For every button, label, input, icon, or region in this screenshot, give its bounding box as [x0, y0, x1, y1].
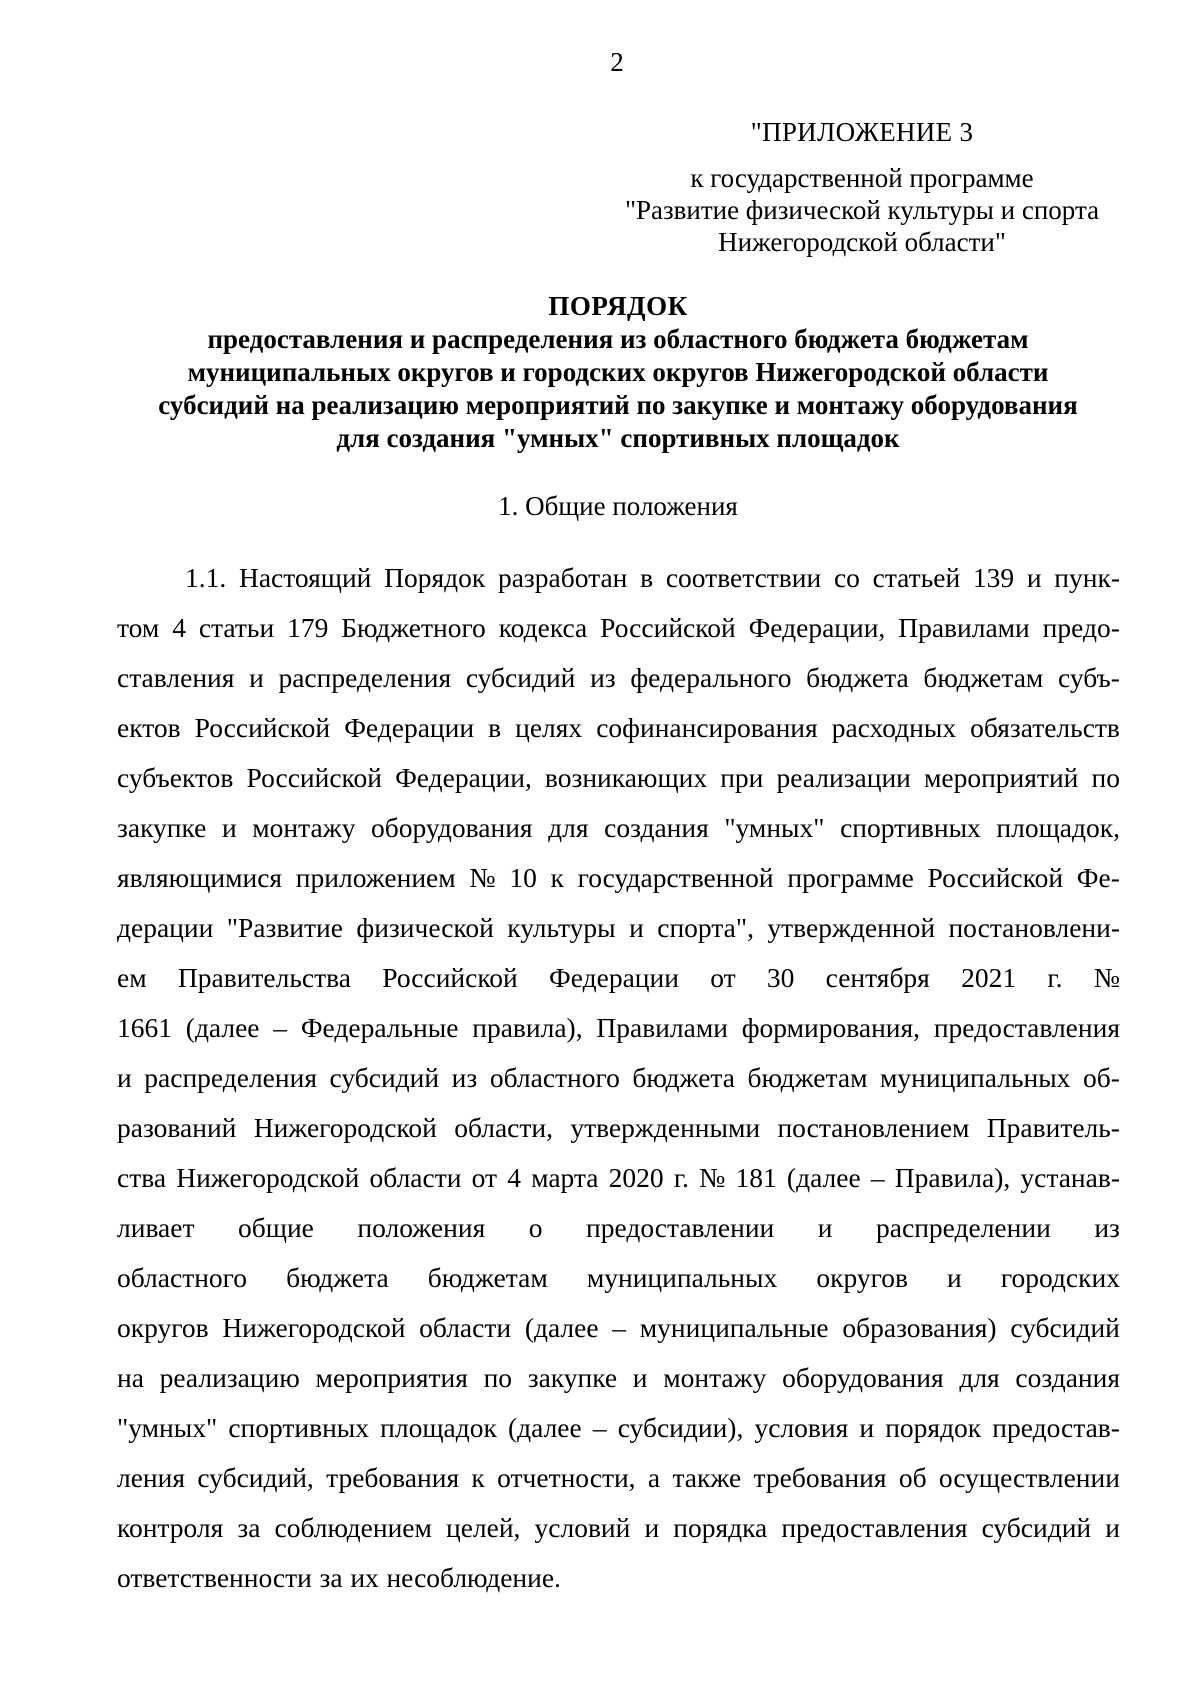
word: Бюджетного — [341, 612, 486, 643]
word: монтажу — [252, 812, 356, 843]
word: (далее — [185, 1012, 260, 1043]
appendix-line: Нижегородской области" — [718, 227, 1006, 257]
word: культуры — [507, 912, 616, 943]
word: об — [898, 1462, 927, 1493]
word: для — [959, 1362, 1000, 1393]
word: Правила), — [894, 1162, 1011, 1193]
heading-line: субсидий на реализацию мероприятий по закупке и монтажу оборудования — [158, 390, 1078, 420]
word: субъектов — [117, 762, 234, 793]
paragraph-line — [117, 1353, 1120, 1403]
word: порядок — [885, 1412, 982, 1443]
word: предоставления — [933, 1012, 1120, 1043]
word: муниципальных — [880, 1062, 1071, 1093]
word: формирования, — [741, 1012, 921, 1043]
word: – — [592, 1412, 607, 1443]
word: соответствии — [665, 562, 822, 593]
word: к — [550, 862, 564, 893]
word: а — [647, 1462, 661, 1493]
word: муниципальные — [639, 1312, 829, 1343]
word: Правитель- — [986, 1112, 1120, 1143]
word: том — [117, 612, 160, 643]
paragraph-line — [117, 1503, 1120, 1553]
word: и — [859, 1412, 875, 1443]
word: № — [469, 862, 496, 893]
word: являющимися — [117, 862, 283, 893]
word: монтажу — [663, 1362, 767, 1393]
word: разработан — [497, 562, 628, 593]
word: "Развитие — [226, 912, 343, 943]
word: спортивных — [840, 812, 981, 843]
word: из — [1094, 1212, 1120, 1243]
paragraph-line — [117, 753, 1120, 803]
word: на — [117, 1362, 144, 1393]
word: федерального — [630, 662, 792, 693]
word: при — [720, 762, 764, 793]
word: условий — [534, 1512, 631, 1543]
word: областного — [489, 1062, 620, 1093]
word: и — [644, 1512, 660, 1543]
word: предо- — [1042, 612, 1120, 643]
paragraph-line — [117, 1403, 1120, 1453]
word: Российской — [246, 762, 382, 793]
word: Правилами — [898, 612, 1030, 643]
page-number: 2 — [610, 47, 624, 77]
word: их — [350, 1562, 379, 1593]
appendix-line: "Развитие физической культуры и спорта — [624, 195, 1100, 225]
word: за — [237, 1512, 261, 1543]
word: спортивных — [228, 1412, 370, 1443]
word: "умных" — [117, 1412, 218, 1443]
word: Настоящий — [238, 562, 372, 593]
word: 139 — [972, 562, 1015, 593]
word: 1661 — [117, 1012, 172, 1043]
word: Российской — [382, 962, 518, 993]
paragraph-line — [117, 1103, 1120, 1153]
word: сентября — [825, 962, 930, 993]
word: бюджетам — [747, 1062, 868, 1093]
word: оборудования — [371, 812, 533, 843]
paragraph-line — [117, 1053, 1120, 1103]
paragraph-line — [117, 903, 1120, 953]
word: Российской — [600, 612, 736, 643]
paragraph-line — [117, 1203, 1120, 1253]
word: и — [221, 812, 237, 843]
word: требования — [753, 1462, 887, 1493]
word: реализацию — [159, 1362, 300, 1393]
word: Российской — [927, 862, 1064, 893]
word: округов — [117, 1312, 209, 1343]
word: несоблюдение. — [386, 1562, 561, 1593]
word: субъ- — [1057, 662, 1120, 693]
word: закупке — [527, 1362, 618, 1393]
word: правила), — [472, 1012, 583, 1043]
appendix-line: к государственной программе — [690, 163, 1034, 193]
word: предостав- — [992, 1412, 1120, 1443]
paragraph-body — [117, 553, 1120, 1603]
word: муниципальных — [586, 1262, 778, 1293]
word: бюджета — [632, 1062, 735, 1093]
word: Федерации, — [748, 612, 886, 643]
word: и — [1026, 562, 1042, 593]
word: расходных — [831, 712, 957, 743]
word: Российской — [194, 712, 331, 743]
word: к — [471, 1462, 485, 1493]
word: 30 — [766, 962, 795, 993]
word: в — [640, 562, 654, 593]
word: субсидии), — [617, 1412, 744, 1443]
paragraph-line — [117, 803, 1120, 853]
word: 4 — [172, 612, 186, 643]
word: закупке — [117, 812, 207, 843]
word: (далее — [524, 1312, 599, 1343]
word: – — [273, 1012, 288, 1043]
paragraph-line — [117, 603, 1120, 653]
word: по — [1091, 762, 1120, 793]
word: для — [548, 812, 589, 843]
paragraph-line — [117, 1003, 1120, 1053]
word: образования) — [842, 1312, 997, 1343]
section-title: 1. Общие положения — [498, 491, 738, 521]
word: в — [488, 712, 502, 743]
appendix-title: "ПРИЛОЖЕНИЕ 3 — [750, 117, 974, 147]
word: Фе- — [1076, 862, 1120, 893]
paragraph-line — [117, 703, 1120, 753]
word: 10 — [509, 862, 537, 893]
word: мероприятия — [315, 1362, 468, 1393]
word: и — [1105, 1512, 1120, 1543]
word: приложением — [295, 862, 456, 893]
word: (далее — [507, 1412, 582, 1443]
paragraph-line — [117, 953, 1120, 1003]
word: дерации — [117, 912, 214, 943]
word: за — [319, 1562, 343, 1593]
word: субсидий — [329, 1062, 440, 1093]
word: 2021 — [961, 962, 1017, 993]
word: и — [947, 1262, 962, 1293]
word: Федеральные — [300, 1012, 459, 1043]
word: спорта", — [657, 912, 754, 943]
word: Нижегородской — [222, 1312, 406, 1343]
word: соблюдением — [274, 1512, 432, 1543]
word: Правительства — [177, 962, 351, 993]
word: целях — [515, 712, 583, 743]
word: возникающих — [544, 762, 708, 793]
word: требования — [326, 1462, 460, 1493]
word: Нижегородской — [253, 1112, 437, 1143]
word: осуществлении — [938, 1462, 1120, 1493]
word: городских — [1000, 1262, 1120, 1293]
word: пунк- — [1054, 562, 1120, 593]
word: № — [699, 1162, 726, 1193]
word: разований — [117, 1112, 237, 1143]
word: 1.1. — [185, 562, 227, 593]
word: субсидий — [981, 1512, 1092, 1543]
word: общие — [238, 1212, 314, 1243]
word: "умных" — [724, 812, 825, 843]
word: создания — [604, 812, 709, 843]
word: областного — [117, 1262, 248, 1293]
word: из — [590, 662, 616, 693]
word: ления — [117, 1462, 186, 1493]
word: целей, — [445, 1512, 521, 1543]
word: статьи — [198, 612, 275, 643]
word: и — [117, 1062, 132, 1093]
word: Нижегородской — [176, 1162, 360, 1193]
word: – — [870, 1162, 885, 1193]
word: округов — [816, 1262, 908, 1293]
word: 4 — [507, 1162, 521, 1193]
word: области — [369, 1162, 462, 1193]
heading-line: муниципальных округов и городских округов Нижегородской области — [187, 357, 1049, 387]
word: бюджетам — [427, 1262, 548, 1293]
word: утвержденными — [570, 1112, 761, 1143]
word: бюджета — [286, 1262, 389, 1293]
word: из — [451, 1062, 478, 1093]
word: и — [629, 912, 644, 943]
word: бюджета — [806, 662, 909, 693]
word: софинансирования — [596, 712, 818, 743]
appendix-subtitle — [572, 162, 1152, 258]
paragraph-line — [117, 553, 1120, 603]
word: со — [833, 562, 860, 593]
word: создания — [1015, 1362, 1120, 1393]
word: 179 — [287, 612, 329, 643]
word: ответственности — [117, 1562, 312, 1593]
word: положения — [357, 1212, 486, 1243]
paragraph-line — [117, 853, 1120, 903]
word: предоставления — [781, 1512, 968, 1543]
word: от — [471, 1162, 498, 1193]
word: отчетности, — [497, 1462, 636, 1493]
word: ставления — [117, 662, 235, 693]
word: постановлением — [777, 1112, 970, 1143]
word: предоставлении — [586, 1212, 775, 1243]
word: ства — [117, 1162, 167, 1193]
word: распределения — [144, 1062, 317, 1093]
word: – — [612, 1312, 627, 1343]
word: № — [1093, 962, 1120, 993]
word: об- — [1083, 1062, 1120, 1093]
word: программе — [787, 862, 914, 893]
word: Правилами — [596, 1012, 728, 1043]
word: ливает — [117, 1212, 195, 1243]
heading-title: ПОРЯДОК — [548, 291, 688, 321]
heading-line: предоставления и распределения из областного бюджета бюджетам — [207, 324, 1029, 354]
word: физической — [356, 912, 494, 943]
word: и — [632, 1362, 648, 1393]
word: реализации — [776, 762, 911, 793]
word: г. — [673, 1162, 689, 1193]
word: государственной — [577, 862, 774, 893]
word: области — [419, 1312, 512, 1343]
paragraph-line — [117, 1453, 1120, 1503]
word: постановлени- — [948, 912, 1120, 943]
word: оборудования — [782, 1362, 944, 1393]
word: от — [710, 962, 736, 993]
word: мероприятий — [923, 762, 1079, 793]
word: также — [672, 1462, 742, 1493]
word: и — [249, 662, 264, 693]
word: субсидий, — [197, 1462, 314, 1493]
word: Федерации — [549, 962, 679, 993]
word: о — [528, 1212, 543, 1243]
paragraph-line — [117, 1553, 1120, 1603]
word: ем — [117, 962, 147, 993]
word: кодекса — [498, 612, 588, 643]
word: утвержденной — [767, 912, 936, 943]
word: Порядок — [384, 562, 486, 593]
word: распределения — [278, 662, 452, 693]
word: площадок — [380, 1412, 497, 1443]
word: устанав- — [1020, 1162, 1120, 1193]
paragraph-line — [117, 653, 1120, 703]
paragraph-line — [117, 1153, 1120, 1203]
word: обязательств — [970, 712, 1120, 743]
word: области, — [454, 1112, 553, 1143]
word: порядка — [673, 1512, 768, 1543]
word: марта — [531, 1162, 599, 1193]
word: условия — [754, 1412, 849, 1443]
heading-line: для создания "умных" спортивных площадок — [336, 423, 900, 453]
word: (далее — [786, 1162, 861, 1193]
word: ектов — [117, 712, 181, 743]
word: статьей — [872, 562, 961, 593]
word: площадок, — [996, 812, 1120, 843]
word: 2020 — [608, 1162, 664, 1193]
paragraph-line — [117, 1253, 1120, 1303]
word: Федерации, — [395, 762, 532, 793]
paragraph-line — [117, 1303, 1120, 1353]
word: контроля — [117, 1512, 224, 1543]
document-heading — [110, 290, 1126, 455]
word: по — [483, 1362, 513, 1393]
word: субсидий — [1010, 1312, 1120, 1343]
word: субсидий — [465, 662, 576, 693]
word: Федерации — [344, 712, 475, 743]
word: распределении — [876, 1212, 1051, 1243]
word: 181 — [735, 1162, 777, 1193]
word: бюджетам — [923, 662, 1044, 693]
word: и — [817, 1212, 833, 1243]
word: г. — [1047, 962, 1063, 993]
